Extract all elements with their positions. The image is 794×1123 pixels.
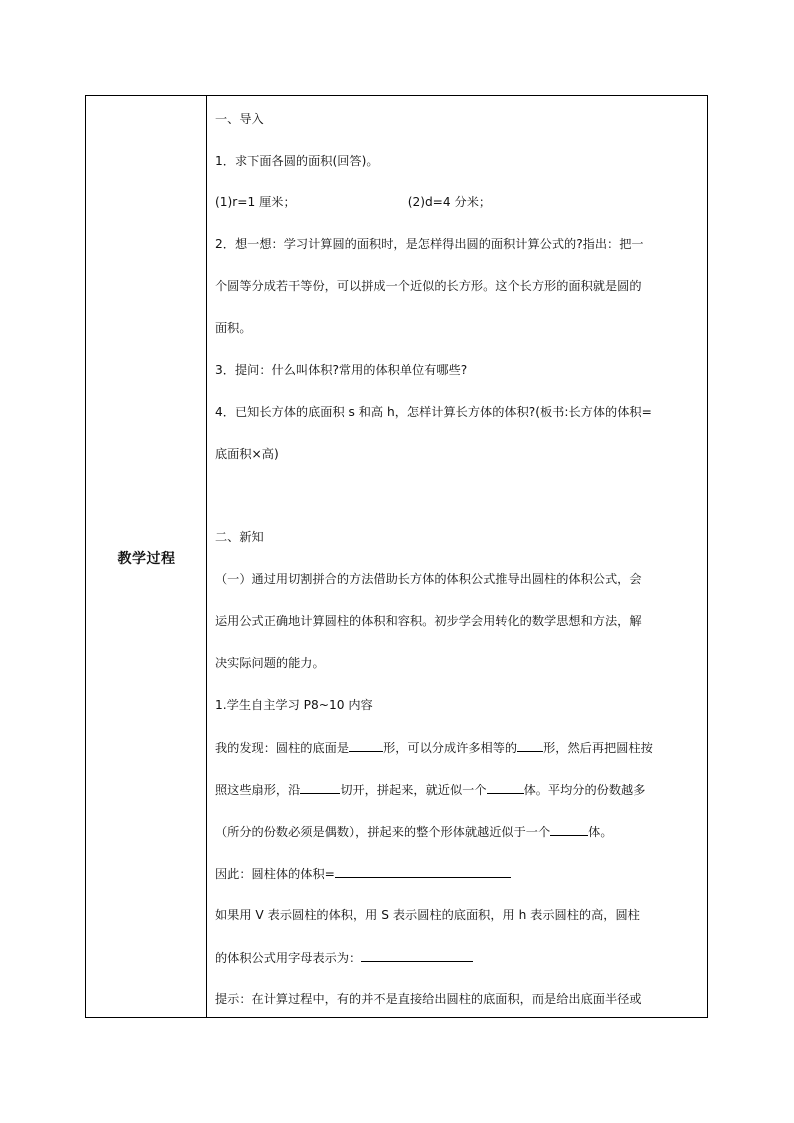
formula-text: 的体积公式用字母表示为： — [215, 951, 362, 965]
fill-blank[interactable] — [517, 739, 543, 752]
fill-blank[interactable] — [300, 781, 340, 794]
therefore-text: 因此：圆柱体的体积= — [215, 867, 335, 881]
discovery-line-2 — [215, 781, 645, 798]
lesson-table — [85, 95, 708, 1018]
fill-blank-volume[interactable] — [335, 865, 511, 878]
question-4-line-2: 底面积×高) — [215, 447, 279, 461]
label-cell — [86, 96, 207, 1017]
hint-line: 提示：在计算过程中，有的并不是直接给出圆柱的底面积，而是给出底面半径或 — [215, 992, 642, 1006]
content-cell — [207, 96, 707, 1017]
question-1-b: (2)d=4 分米； — [407, 195, 492, 209]
question-1-parts — [215, 194, 491, 210]
question-2-line-1: 2．想一想：学习计算圆的面积时，是怎样得出圆的面积计算公式的?指出：把一 — [215, 237, 644, 251]
item-1: 1.学生自主学习 P8~10 内容 — [215, 698, 373, 712]
question-3: 3．提问：什么叫体积?常用的体积单位有哪些? — [215, 363, 468, 377]
formula-line-2 — [215, 949, 473, 966]
discovery-line-1 — [215, 739, 653, 756]
objective-line-3: 决实际问题的能力。 — [215, 656, 325, 670]
discovery-line-3 — [215, 823, 613, 840]
discovery-text: 我的发现：圆柱的底面是 — [215, 741, 350, 755]
discovery-text: 体。平均分的份数越多 — [523, 783, 646, 797]
discovery-text: 切开，拼起来，就近似一个 — [340, 783, 487, 797]
discovery-text: 体。 — [588, 825, 613, 839]
question-1-a: (1)r=1 厘米； — [215, 195, 296, 209]
question-2-line-3: 面积。 — [215, 321, 252, 335]
fill-blank-formula[interactable] — [361, 949, 473, 962]
section-heading-new: 二、新知 — [215, 530, 264, 544]
discovery-text: 形，可以分成许多相等的 — [383, 741, 518, 755]
fill-blank[interactable] — [550, 823, 588, 836]
discovery-text: 形，然后再把圆柱按 — [543, 741, 653, 755]
formula-line-1: 如果用 V 表示圆柱的体积，用 S 表示圆柱的底面积，用 h 表示圆柱的高，圆柱 — [215, 908, 640, 922]
discovery-text: 照这些扇形，沿 — [215, 783, 301, 797]
label-teaching-process: 教学过程 — [117, 551, 176, 567]
objective-line-2: 运用公式正确地计算圆柱的体积和容积。初步学会用转化的数学思想和方法，解 — [215, 614, 642, 628]
fill-blank[interactable] — [487, 781, 524, 794]
discovery-text: （所分的份数必须是偶数），拼起来的整个形体就越近似于一个 — [215, 825, 551, 839]
question-1: 1．求下面各圆的面积(回答)。 — [215, 154, 379, 168]
fill-blank[interactable] — [349, 739, 383, 752]
therefore-line — [215, 865, 511, 882]
section-heading-intro: 一、导入 — [215, 112, 264, 126]
question-4-line-1: 4．已知长方体的底面积 s 和高 h，怎样计算长方体的体积?(板书:长方体的体积= — [215, 405, 652, 419]
question-2-line-2: 个圆等分成若干等份，可以拼成一个近似的长方形。这个长方形的面积就是圆的 — [215, 279, 642, 293]
objective-line-1: （一）通过用切割拼合的方法借助长方体的体积公式推导出圆柱的体积公式，会 — [215, 572, 642, 586]
